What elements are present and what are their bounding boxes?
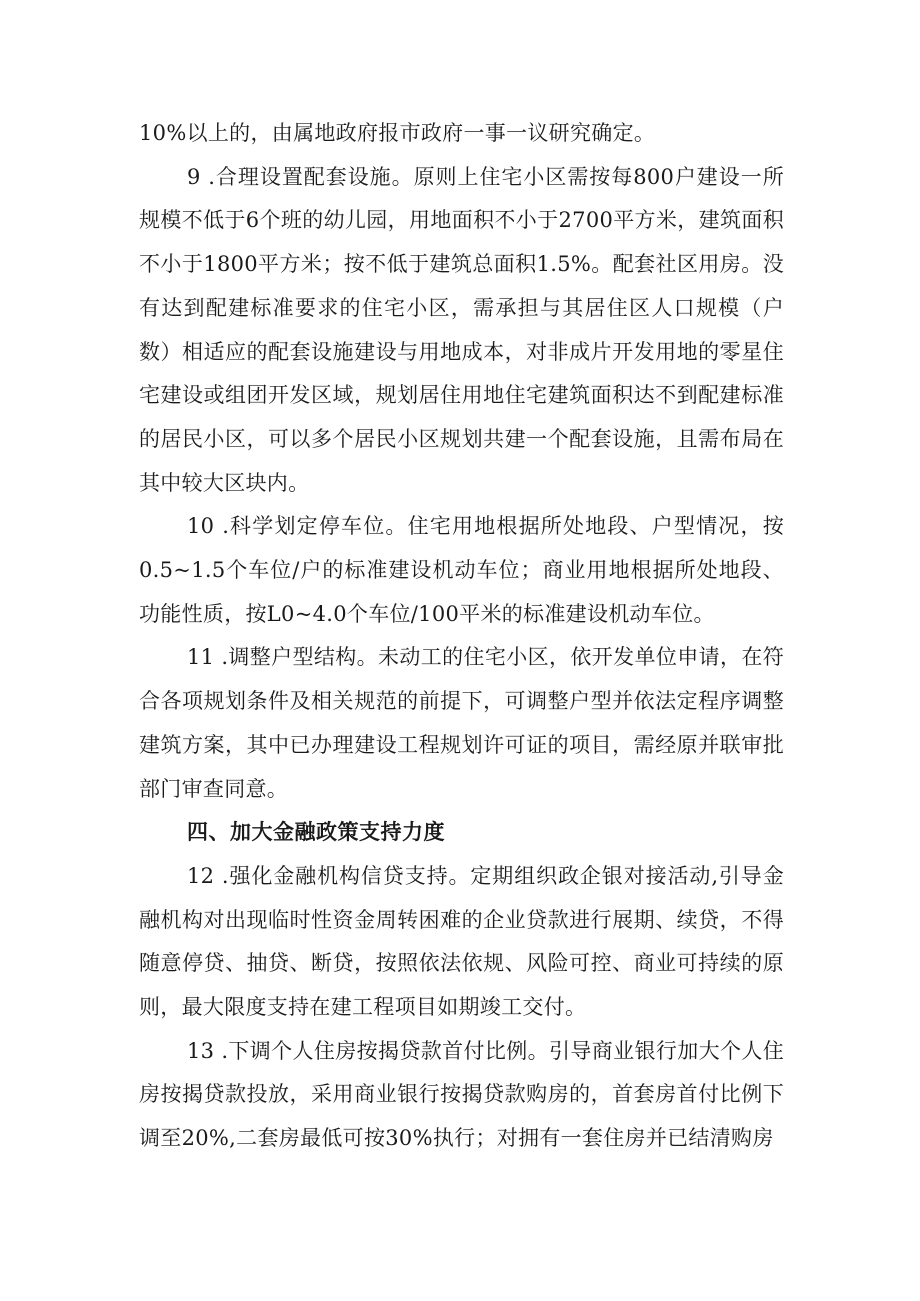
section-heading: 四、加大金融政策支持力度 (187, 820, 445, 845)
paragraph-item-11: 11 .调整户型结构。未动工的住宅小区，依开发单位申请，在符合各项规划条件及相关规范的前提下，可调整户型并依法定程序调整建筑方案，其中已办理建设工程规划许可证的项目，需经原并联审批部门审查同意。 (139, 645, 784, 801)
paragraph-continued: 10%以上的，由属地政府报市政府一事一议研究确定。 (139, 121, 656, 145)
paragraph-item-13: 13 .下调个人住房按揭贷款首付比例。引导商业银行加大个人住房按揭贷款投放，采用商业银行按揭贷款购房的，首套房首付比例下调至20%,二套房最低可按30%执行；对拥有一套住房并已结清购房 (139, 1038, 784, 1151)
paragraph-item-10: 10 .科学划定停车位。住宅用地根据所处地段、户型情况，按0.5~1.5个车位/户的标准建设机动车位；商业用地根据所处地段、功能性质，按L0~4.0个车位/100平米的标准建设机动车位。 (139, 514, 784, 626)
paragraph-item-9: 9 .合理设置配套设施。原则上住宅小区需按每800户建设一所规模不低于6个班的幼儿园，用地面积不小于2700平方米，建筑面积不小于1800平方米；按不低于建筑总面积1.5%。配套社区用房。没有达到配建标准要求的住宅小区，需承担与其居住区人口规模（户数）相适应的配套设施建设与用地成本，对非成片开发用地的零星住宅建设或组团开发区域，规划居住用地住宅建筑面积达不到配建标准的居民小区，可以多个居民小区规划共建一个配套设施，且需布局在其中较大区块内。 (139, 164, 784, 495)
document-page (139, 112, 784, 1161)
paragraph-item-12: 12 .强化金融机构信贷支持。定期组织政企银对接活动,引导金融机构对出现临时性资金周转困难的企业贷款进行展期、续贷，不得随意停贷、抽贷、断贷，按照依法依规、风险可控、商业可持续的原则，最大限度支持在建工程项目如期竣工交付。 (139, 863, 784, 1020)
